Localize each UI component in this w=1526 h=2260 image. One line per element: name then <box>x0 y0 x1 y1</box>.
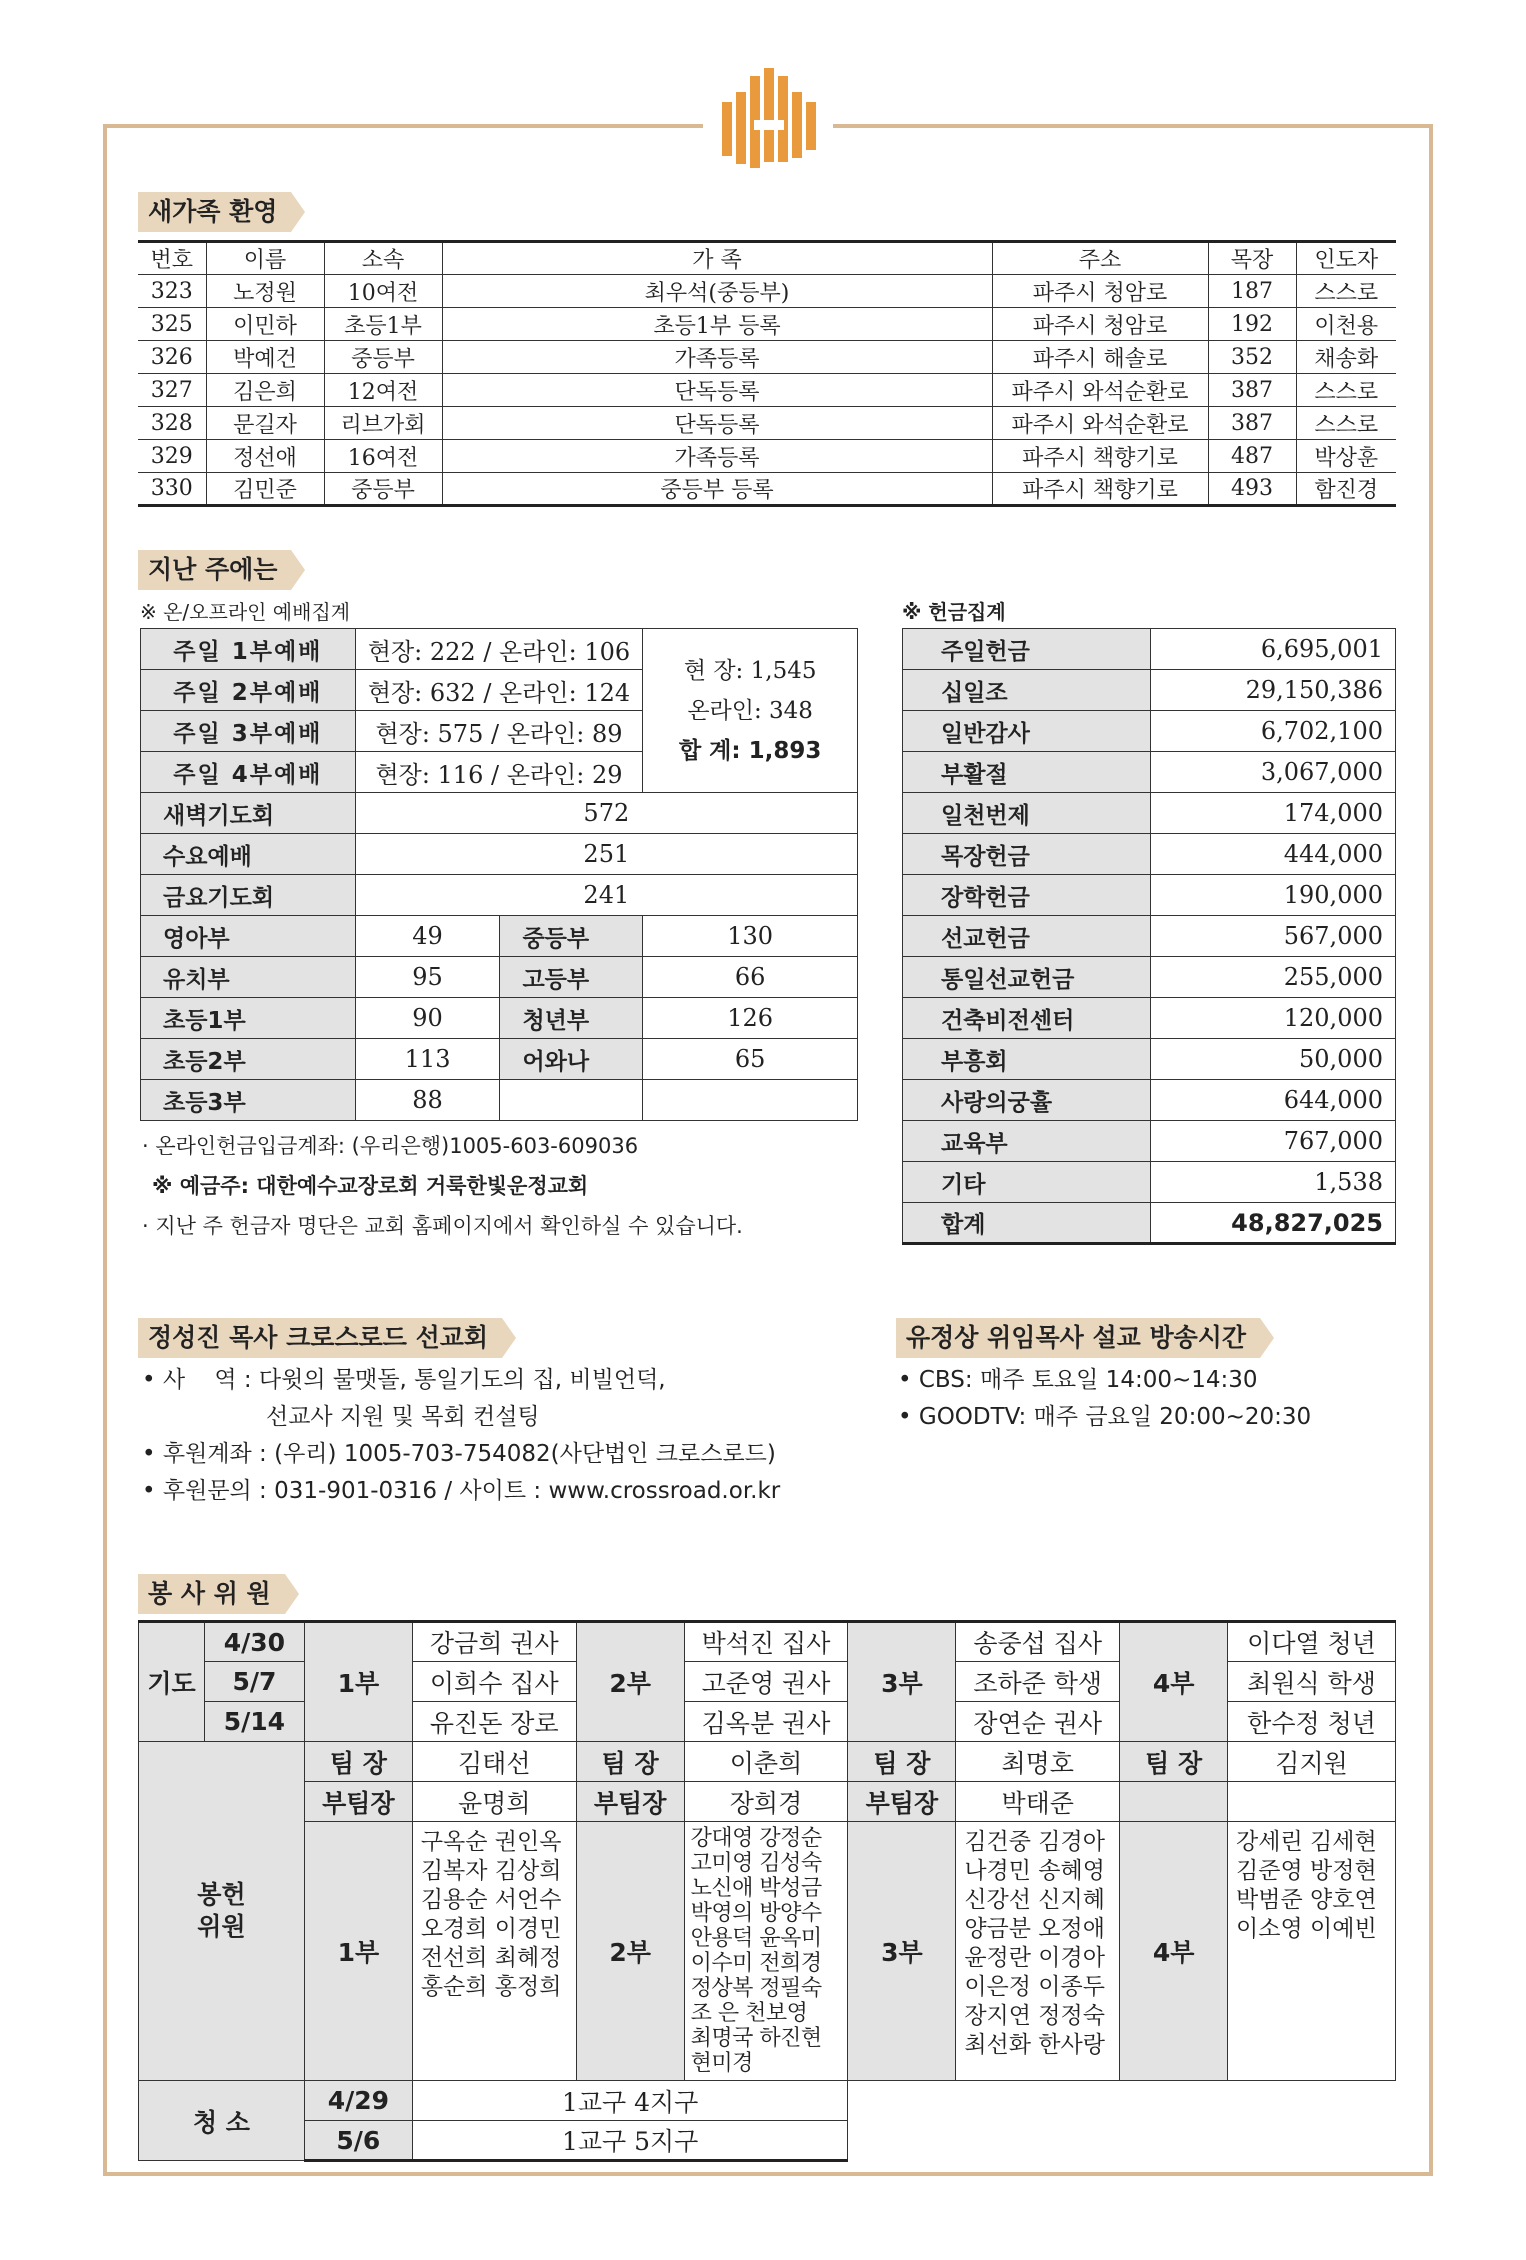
contact-line: • 후원문의 : 031-901-0316 / 사이트 : www.crossroad.or.kr <box>142 1478 781 1504</box>
offering-value: 174,000 <box>1151 793 1396 834</box>
department-name: 유치부 <box>141 957 356 998</box>
subleader-label: 부팀장 <box>848 1782 956 1822</box>
ministry-line-cont: 선교사 지원 및 목회 컨설팅 <box>266 1404 540 1430</box>
leader-label: 팀 장 <box>576 1742 684 1782</box>
service-name: 주일 2부예배 <box>141 670 356 711</box>
offering-name: 선교헌금 <box>903 916 1151 957</box>
cell-name: 문길자 <box>206 407 324 440</box>
cell-family: 최우석(중등부) <box>442 275 992 308</box>
cell-number: 329 <box>138 440 206 473</box>
table-row <box>138 407 1396 440</box>
offering-members: 김건중 김경아 나경민 송혜영 신강선 신지혜 양금분 오정애 윤정란 이경아 이은정 이종두 장지연 정정숙 최선화 한사랑 <box>956 1822 1120 2081</box>
department-name: 초등1부 <box>141 998 356 1039</box>
table-row <box>139 1622 1396 1662</box>
cell-name: 노정원 <box>206 275 324 308</box>
online-total: 온라인: 348 <box>687 697 813 724</box>
sub-leader <box>1228 1782 1396 1822</box>
subleader-label: 부팀장 <box>576 1782 684 1822</box>
cell-guide: 채송화 <box>1296 341 1396 374</box>
team-leader: 김태선 <box>412 1742 576 1782</box>
cell-mokjang: 187 <box>1208 275 1296 308</box>
table-row <box>903 1121 1396 1162</box>
part-label: 3부 <box>848 1822 956 2081</box>
cell-mokjang: 387 <box>1208 407 1296 440</box>
cell-number: 328 <box>138 407 206 440</box>
donation-account-line: • 후원계좌 : (우리) 1005-703-754082(사단법인 크로스로드) <box>142 1441 776 1467</box>
offering-name: 주일헌금 <box>903 629 1151 670</box>
cell-group: 초등1부 <box>324 308 442 341</box>
table-row <box>138 341 1396 374</box>
broadcast-title: 유정상 위임목사 설교 방송시간 <box>896 1318 1260 1358</box>
table-row <box>139 1822 1396 2081</box>
part-label: 4부 <box>1120 1822 1228 2081</box>
offering-name: 부흥회 <box>903 1039 1151 1080</box>
service-value: 현장: 222 / 온라인: 106 <box>355 629 643 670</box>
offering-value: 50,000 <box>1151 1039 1396 1080</box>
offering-value: 644,000 <box>1151 1080 1396 1121</box>
cell-name: 김민준 <box>206 473 324 506</box>
cbs-schedule: • CBS: 매주 토요일 14:00~14:30 <box>898 1367 1258 1393</box>
meeting-name: 새벽기도회 <box>141 793 356 834</box>
table-row <box>903 1080 1396 1121</box>
new-family-table <box>138 240 1396 507</box>
prayer-person: 유진돈 장로 <box>412 1702 576 1742</box>
cell-mokjang: 352 <box>1208 341 1296 374</box>
table-row <box>903 875 1396 916</box>
offering-members: 구옥순 권인옥 김복자 김상희 김용순 서언수 오경희 이경민 전선희 최혜정 홍순희 홍정희 <box>412 1822 576 2081</box>
meeting-name: 금요기도회 <box>141 875 356 916</box>
cell-mokjang: 487 <box>1208 440 1296 473</box>
offering-name: 일천번제 <box>903 793 1151 834</box>
cell-number: 323 <box>138 275 206 308</box>
cell-address: 파주시 책향기로 <box>992 473 1208 506</box>
part-label: 2부 <box>576 1622 684 1742</box>
offering-name: 장학헌금 <box>903 875 1151 916</box>
cleaning-date: 5/6 <box>304 2121 412 2161</box>
department-name: 청년부 <box>500 998 643 1039</box>
offering-total-name: 합계 <box>903 1203 1151 1244</box>
department-value: 49 <box>355 916 500 957</box>
account-holder-note: ※ 예금주: 대한예수교장로회 거룩한빛운정교회 <box>152 1174 589 1198</box>
cell-name: 박예건 <box>206 341 324 374</box>
cell-group: 16여전 <box>324 440 442 473</box>
offering-label: ※ 헌금집계 <box>902 600 1006 624</box>
part-label: 4부 <box>1120 1622 1228 1742</box>
department-value: 130 <box>643 916 858 957</box>
cell-family: 초등1부 등록 <box>442 308 992 341</box>
offering-value: 29,150,386 <box>1151 670 1396 711</box>
cell-mokjang: 493 <box>1208 473 1296 506</box>
meeting-value: 251 <box>355 834 857 875</box>
offering-name: 목장헌금 <box>903 834 1151 875</box>
offering-value: 6,695,001 <box>1151 629 1396 670</box>
prayer-person: 장연순 권사 <box>956 1702 1120 1742</box>
table-row <box>141 834 858 875</box>
department-name: 영아부 <box>141 916 356 957</box>
table-row <box>138 440 1396 473</box>
prayer-person: 박석진 집사 <box>684 1622 848 1662</box>
cell-guide: 스스로 <box>1296 275 1396 308</box>
cell-family: 가족등록 <box>442 440 992 473</box>
grand-total: 합 계: 1,893 <box>678 737 822 764</box>
leader-label: 팀 장 <box>304 1742 412 1782</box>
offering-name: 통일선교헌금 <box>903 957 1151 998</box>
cell-family: 단독등록 <box>442 407 992 440</box>
table-row <box>903 916 1396 957</box>
cell-name: 이민하 <box>206 308 324 341</box>
cell-number: 325 <box>138 308 206 341</box>
offering-value: 255,000 <box>1151 957 1396 998</box>
cell-guide: 스스로 <box>1296 374 1396 407</box>
onsite-total: 현 장: 1,545 <box>683 657 817 684</box>
prayer-person: 이희수 집사 <box>412 1662 576 1702</box>
cell-name: 정선애 <box>206 440 324 473</box>
column-header: 목장 <box>1208 242 1296 275</box>
prayer-label: 기도 <box>139 1622 205 1742</box>
department-value: 88 <box>355 1080 500 1121</box>
department-name: 중등부 <box>500 916 643 957</box>
attendance-totals <box>643 629 858 793</box>
offering-total-value: 48,827,025 <box>1151 1203 1396 1244</box>
prayer-person: 김옥분 권사 <box>684 1702 848 1742</box>
table-row <box>903 998 1396 1039</box>
cell-number: 326 <box>138 341 206 374</box>
offering-name: 십일조 <box>903 670 1151 711</box>
meeting-name: 수요예배 <box>141 834 356 875</box>
subleader-label-empty <box>1120 1782 1228 1822</box>
column-header: 소속 <box>324 242 442 275</box>
service-name: 주일 1부예배 <box>141 629 356 670</box>
crossroad-title: 정성진 목사 크로스로드 선교회 <box>138 1318 502 1358</box>
department-name: 초등2부 <box>141 1039 356 1080</box>
table-row <box>903 793 1396 834</box>
leader-label: 팀 장 <box>1120 1742 1228 1782</box>
cell-address: 파주시 청암로 <box>992 308 1208 341</box>
online-account-note: · 온라인헌금입금계좌: (우리은행)1005-603-609036 <box>142 1134 639 1158</box>
prayer-person: 이다열 청년 <box>1228 1622 1396 1662</box>
cleaning-area: 1교구 5지구 <box>412 2121 848 2161</box>
offering-members: 강대영 강정순 고미영 김성숙 노신애 박성금 박영의 방양수 안용덕 윤옥미 이수미 전희경 정상복 정필숙 조 은 천보영 최명국 하진현 현미경 <box>684 1822 848 2081</box>
cell-group: 중등부 <box>324 473 442 506</box>
table-row <box>138 275 1396 308</box>
cell-group: 10여전 <box>324 275 442 308</box>
table-row <box>138 473 1396 506</box>
column-header: 가 족 <box>442 242 992 275</box>
table-row <box>141 916 858 957</box>
service-value: 현장: 632 / 온라인: 124 <box>355 670 643 711</box>
part-label: 1부 <box>304 1622 412 1742</box>
cell-group: 리브가회 <box>324 407 442 440</box>
prayer-person: 고준영 권사 <box>684 1662 848 1702</box>
team-leader: 김지원 <box>1228 1742 1396 1782</box>
part-label: 1부 <box>304 1822 412 2081</box>
cell-family: 중등부 등록 <box>442 473 992 506</box>
offering-name: 부활절 <box>903 752 1151 793</box>
prayer-person: 최원식 학생 <box>1228 1662 1396 1702</box>
table-row <box>139 1782 1396 1822</box>
offering-value: 190,000 <box>1151 875 1396 916</box>
offering-value: 767,000 <box>1151 1121 1396 1162</box>
sub-leader: 박태준 <box>956 1782 1120 1822</box>
subleader-label: 부팀장 <box>304 1782 412 1822</box>
prayer-date: 5/7 <box>204 1662 304 1702</box>
department-name: 고등부 <box>500 957 643 998</box>
cell-guide: 이천용 <box>1296 308 1396 341</box>
table-row <box>903 629 1396 670</box>
offering-name: 건축비전센터 <box>903 998 1151 1039</box>
cell-group: 중등부 <box>324 341 442 374</box>
offering-name: 기타 <box>903 1162 1151 1203</box>
department-value-empty <box>643 1080 858 1121</box>
table-row <box>141 875 858 916</box>
prayer-person: 강금희 권사 <box>412 1622 576 1662</box>
table-row <box>141 957 858 998</box>
table-row-total <box>903 1203 1396 1244</box>
offering-value: 1,538 <box>1151 1162 1396 1203</box>
cell-guide: 박상훈 <box>1296 440 1396 473</box>
leader-label: 팀 장 <box>848 1742 956 1782</box>
table-row <box>141 998 858 1039</box>
column-header: 주소 <box>992 242 1208 275</box>
prayer-date: 4/30 <box>204 1622 304 1662</box>
donor-list-note: · 지난 주 헌금자 명단은 교회 홈페이지에서 확인하실 수 있습니다. <box>142 1214 743 1238</box>
empty-cell <box>848 2081 1396 2161</box>
offering-value: 120,000 <box>1151 998 1396 1039</box>
cell-number: 330 <box>138 473 206 506</box>
cleaning-date: 4/29 <box>304 2081 412 2121</box>
cell-family: 단독등록 <box>442 374 992 407</box>
cell-address: 파주시 해솔로 <box>992 341 1208 374</box>
prayer-date: 5/14 <box>204 1702 304 1742</box>
offering-committee-label: 봉헌 위원 <box>139 1742 305 2081</box>
volunteers-title: 봉 사 위 원 <box>138 1574 285 1614</box>
offering-members: 강세린 김세현 김준영 방정현 박범준 양호연 이소영 이예빈 <box>1228 1822 1396 2081</box>
column-header: 이름 <box>206 242 324 275</box>
team-leader: 이춘희 <box>684 1742 848 1782</box>
offering-value: 3,067,000 <box>1151 752 1396 793</box>
department-value: 113 <box>355 1039 500 1080</box>
table-row <box>141 629 858 670</box>
department-value: 95 <box>355 957 500 998</box>
cleaning-label: 청 소 <box>139 2081 305 2161</box>
cell-address: 파주시 책향기로 <box>992 440 1208 473</box>
offering-value: 567,000 <box>1151 916 1396 957</box>
team-leader: 최명호 <box>956 1742 1120 1782</box>
cell-address: 파주시 와석순환로 <box>992 407 1208 440</box>
department-name-empty <box>500 1080 643 1121</box>
cleaning-area: 1교구 4지구 <box>412 2081 848 2121</box>
offering-name: 교육부 <box>903 1121 1151 1162</box>
table-row <box>903 834 1396 875</box>
table-row <box>903 711 1396 752</box>
broadcast-info <box>898 1362 1311 1436</box>
goodtv-schedule: • GOODTV: 매주 금요일 20:00~20:30 <box>898 1404 1312 1430</box>
table-row <box>903 1039 1396 1080</box>
offering-table <box>902 628 1396 1245</box>
department-name: 어와나 <box>500 1039 643 1080</box>
table-row <box>903 670 1396 711</box>
church-logo-icon <box>716 62 826 172</box>
column-header: 번호 <box>138 242 206 275</box>
table-row <box>141 1080 858 1121</box>
cell-number: 327 <box>138 374 206 407</box>
offering-name: 사랑의궁휼 <box>903 1080 1151 1121</box>
cell-guide: 함진경 <box>1296 473 1396 506</box>
last-week-title: 지난 주에는 <box>138 550 291 590</box>
sub-leader: 장희경 <box>684 1782 848 1822</box>
cell-address: 파주시 청암로 <box>992 275 1208 308</box>
table-row <box>903 957 1396 998</box>
cell-guide: 스스로 <box>1296 407 1396 440</box>
table-row <box>903 1162 1396 1203</box>
meeting-value: 572 <box>355 793 857 834</box>
attendance-label: ※ 온/오프라인 예배집계 <box>140 600 351 624</box>
service-name: 주일 4부예배 <box>141 752 356 793</box>
table-row <box>141 793 858 834</box>
cell-name: 김은희 <box>206 374 324 407</box>
offering-value: 444,000 <box>1151 834 1396 875</box>
department-value: 65 <box>643 1039 858 1080</box>
prayer-person: 조하준 학생 <box>956 1662 1120 1702</box>
department-value: 126 <box>643 998 858 1039</box>
part-label: 2부 <box>576 1822 684 2081</box>
table-row <box>139 1742 1396 1782</box>
cell-address: 파주시 와석순환로 <box>992 374 1208 407</box>
new-family-title: 새가족 환영 <box>138 192 291 232</box>
cell-group: 12여전 <box>324 374 442 407</box>
cell-family: 가족등록 <box>442 341 992 374</box>
department-value: 90 <box>355 998 500 1039</box>
table-header-row <box>138 242 1396 275</box>
service-name: 주일 3부예배 <box>141 711 356 752</box>
department-value: 66 <box>643 957 858 998</box>
part-label: 3부 <box>848 1622 956 1742</box>
offering-value: 6,702,100 <box>1151 711 1396 752</box>
offering-notes <box>142 1126 743 1246</box>
cell-mokjang: 192 <box>1208 308 1296 341</box>
table-row <box>138 308 1396 341</box>
meeting-value: 241 <box>355 875 857 916</box>
crossroad-info <box>142 1362 780 1510</box>
sub-leader: 윤명희 <box>412 1782 576 1822</box>
volunteers-table <box>138 1620 1396 2162</box>
offering-name: 일반감사 <box>903 711 1151 752</box>
ministry-line: • 사 역 : 다윗의 물맷돌, 통일기도의 집, 비빌언덕, <box>142 1367 666 1393</box>
prayer-person: 한수정 청년 <box>1228 1702 1396 1742</box>
cell-mokjang: 387 <box>1208 374 1296 407</box>
service-value: 현장: 116 / 온라인: 29 <box>355 752 643 793</box>
prayer-person: 송중섭 집사 <box>956 1622 1120 1662</box>
department-name: 초등3부 <box>141 1080 356 1121</box>
service-value: 현장: 575 / 온라인: 89 <box>355 711 643 752</box>
column-header: 인도자 <box>1296 242 1396 275</box>
table-row <box>903 752 1396 793</box>
table-row <box>141 1039 858 1080</box>
table-row <box>138 374 1396 407</box>
attendance-table <box>140 628 858 1121</box>
table-row <box>139 2081 1396 2121</box>
